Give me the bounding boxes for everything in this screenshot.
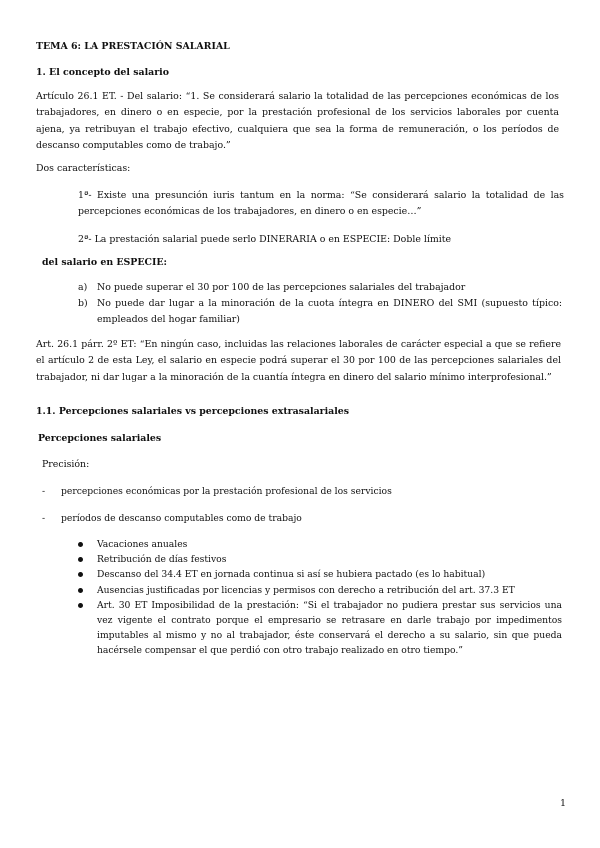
caracteristica-1: 1ª- Existe una presunción iuris tantum en la norma: “Se considerará salario la totalidad de las percepciones económicas de los trabajadores, en dinero o en especie…” [78, 190, 564, 218]
limites-list [78, 280, 562, 328]
list-item-text: Art. 30 ET Imposibilidad de la prestación: “Si el trabajador no pudiera prestar sus servicios una vez vigente el contrato porque el empresario se retrasare en darle trabajo por impedimentos imputables al mismo y no al trabajador, éste conservará el derecho a su salario, sin que pueda hacérsele compensar el que perdió con otro trabajo realizado en otro tiempo.” [97, 599, 562, 657]
list-item [78, 567, 562, 582]
dash-item-text: períodos de descanso computables como de trabajo [61, 513, 302, 524]
list-item-text: Ausencias justificadas por licencias y permisos con derecho a retribución del art. 37.3 ET [97, 584, 515, 596]
list-marker: a) [78, 282, 88, 293]
bullet-list [78, 537, 562, 659]
bullet-icon [78, 572, 83, 577]
dash-item-text: percepciones económicas por la prestación profesional de los servicios [61, 486, 392, 497]
caracteristica-2: 2ª- La prestación salarial puede serlo DINERARIA o en ESPECIE: Doble límite [78, 234, 452, 245]
list-item [78, 598, 562, 659]
article-26-1-parrafo-2: Art. 26.1 párr. 2º ET: “En ningún caso, incluidas las relaciones laborales de carácter especial a que se refiere el artículo 2 de esta Ley, el salario en especie podrá superar el 30 por 100 de las percepciones salariales del trabajador, ni dar lugar a la minoración de la cuantía íntegra en dinero del salario mínimo interprofesional.” [36, 339, 561, 383]
section-heading-1-1: 1.1. Percepciones salariales vs percepciones extrasalariales [36, 406, 350, 417]
list-marker: b) [78, 298, 88, 309]
list-item-text: No puede dar lugar a la minoración de la cuota íntegra en DINERO del SMI (supuesto típico: empleados del hogar familiar) [97, 298, 562, 325]
dash-marker: - [42, 513, 46, 524]
list-item-text: Retribución de días festivos [97, 554, 227, 566]
document-title: TEMA 6: LA PRESTACIÓN SALARIAL [36, 41, 230, 52]
list-item-text: No puede superar el 30 por 100 de las percepciones salariales del trabajador [97, 282, 466, 293]
limite-especie-label: del salario en ESPECIE: [42, 257, 167, 268]
page-number: 1 [559, 798, 566, 809]
list-item [78, 583, 562, 598]
dash-marker: - [42, 486, 46, 497]
dos-caracteristicas-label: Dos características: [36, 163, 131, 174]
list-item-text: Descanso del 34.4 ET en jornada continua si así se hubiera pactado (es lo habitual) [97, 569, 486, 581]
list-item [78, 296, 562, 328]
bullet-icon [78, 603, 83, 608]
bullet-icon [78, 557, 83, 562]
list-item [78, 537, 562, 552]
percepciones-salariales-heading: Percepciones salariales [38, 433, 162, 444]
list-item [78, 552, 562, 567]
article-26-1-paragraph: Artículo 26.1 ET. - Del salario: “1. Se considerará salario la totalidad de las percepciones económicas de los trabajadores, en dinero o en especie, por la prestación profesional de los servicios laborales por cuenta ajena, ya retribuyan el trabajo efectivo, cualquiera que sea la forma de remuneración, o los períodos de descanso computables como de trabajo.” [36, 91, 559, 152]
precision-label: Precisión: [42, 459, 90, 470]
list-item [78, 280, 562, 296]
section-heading-1: 1. El concepto del salario [36, 67, 169, 78]
bullet-icon [78, 542, 83, 547]
bullet-icon [78, 588, 83, 593]
list-item-text: Vacaciones anuales [97, 539, 188, 550]
